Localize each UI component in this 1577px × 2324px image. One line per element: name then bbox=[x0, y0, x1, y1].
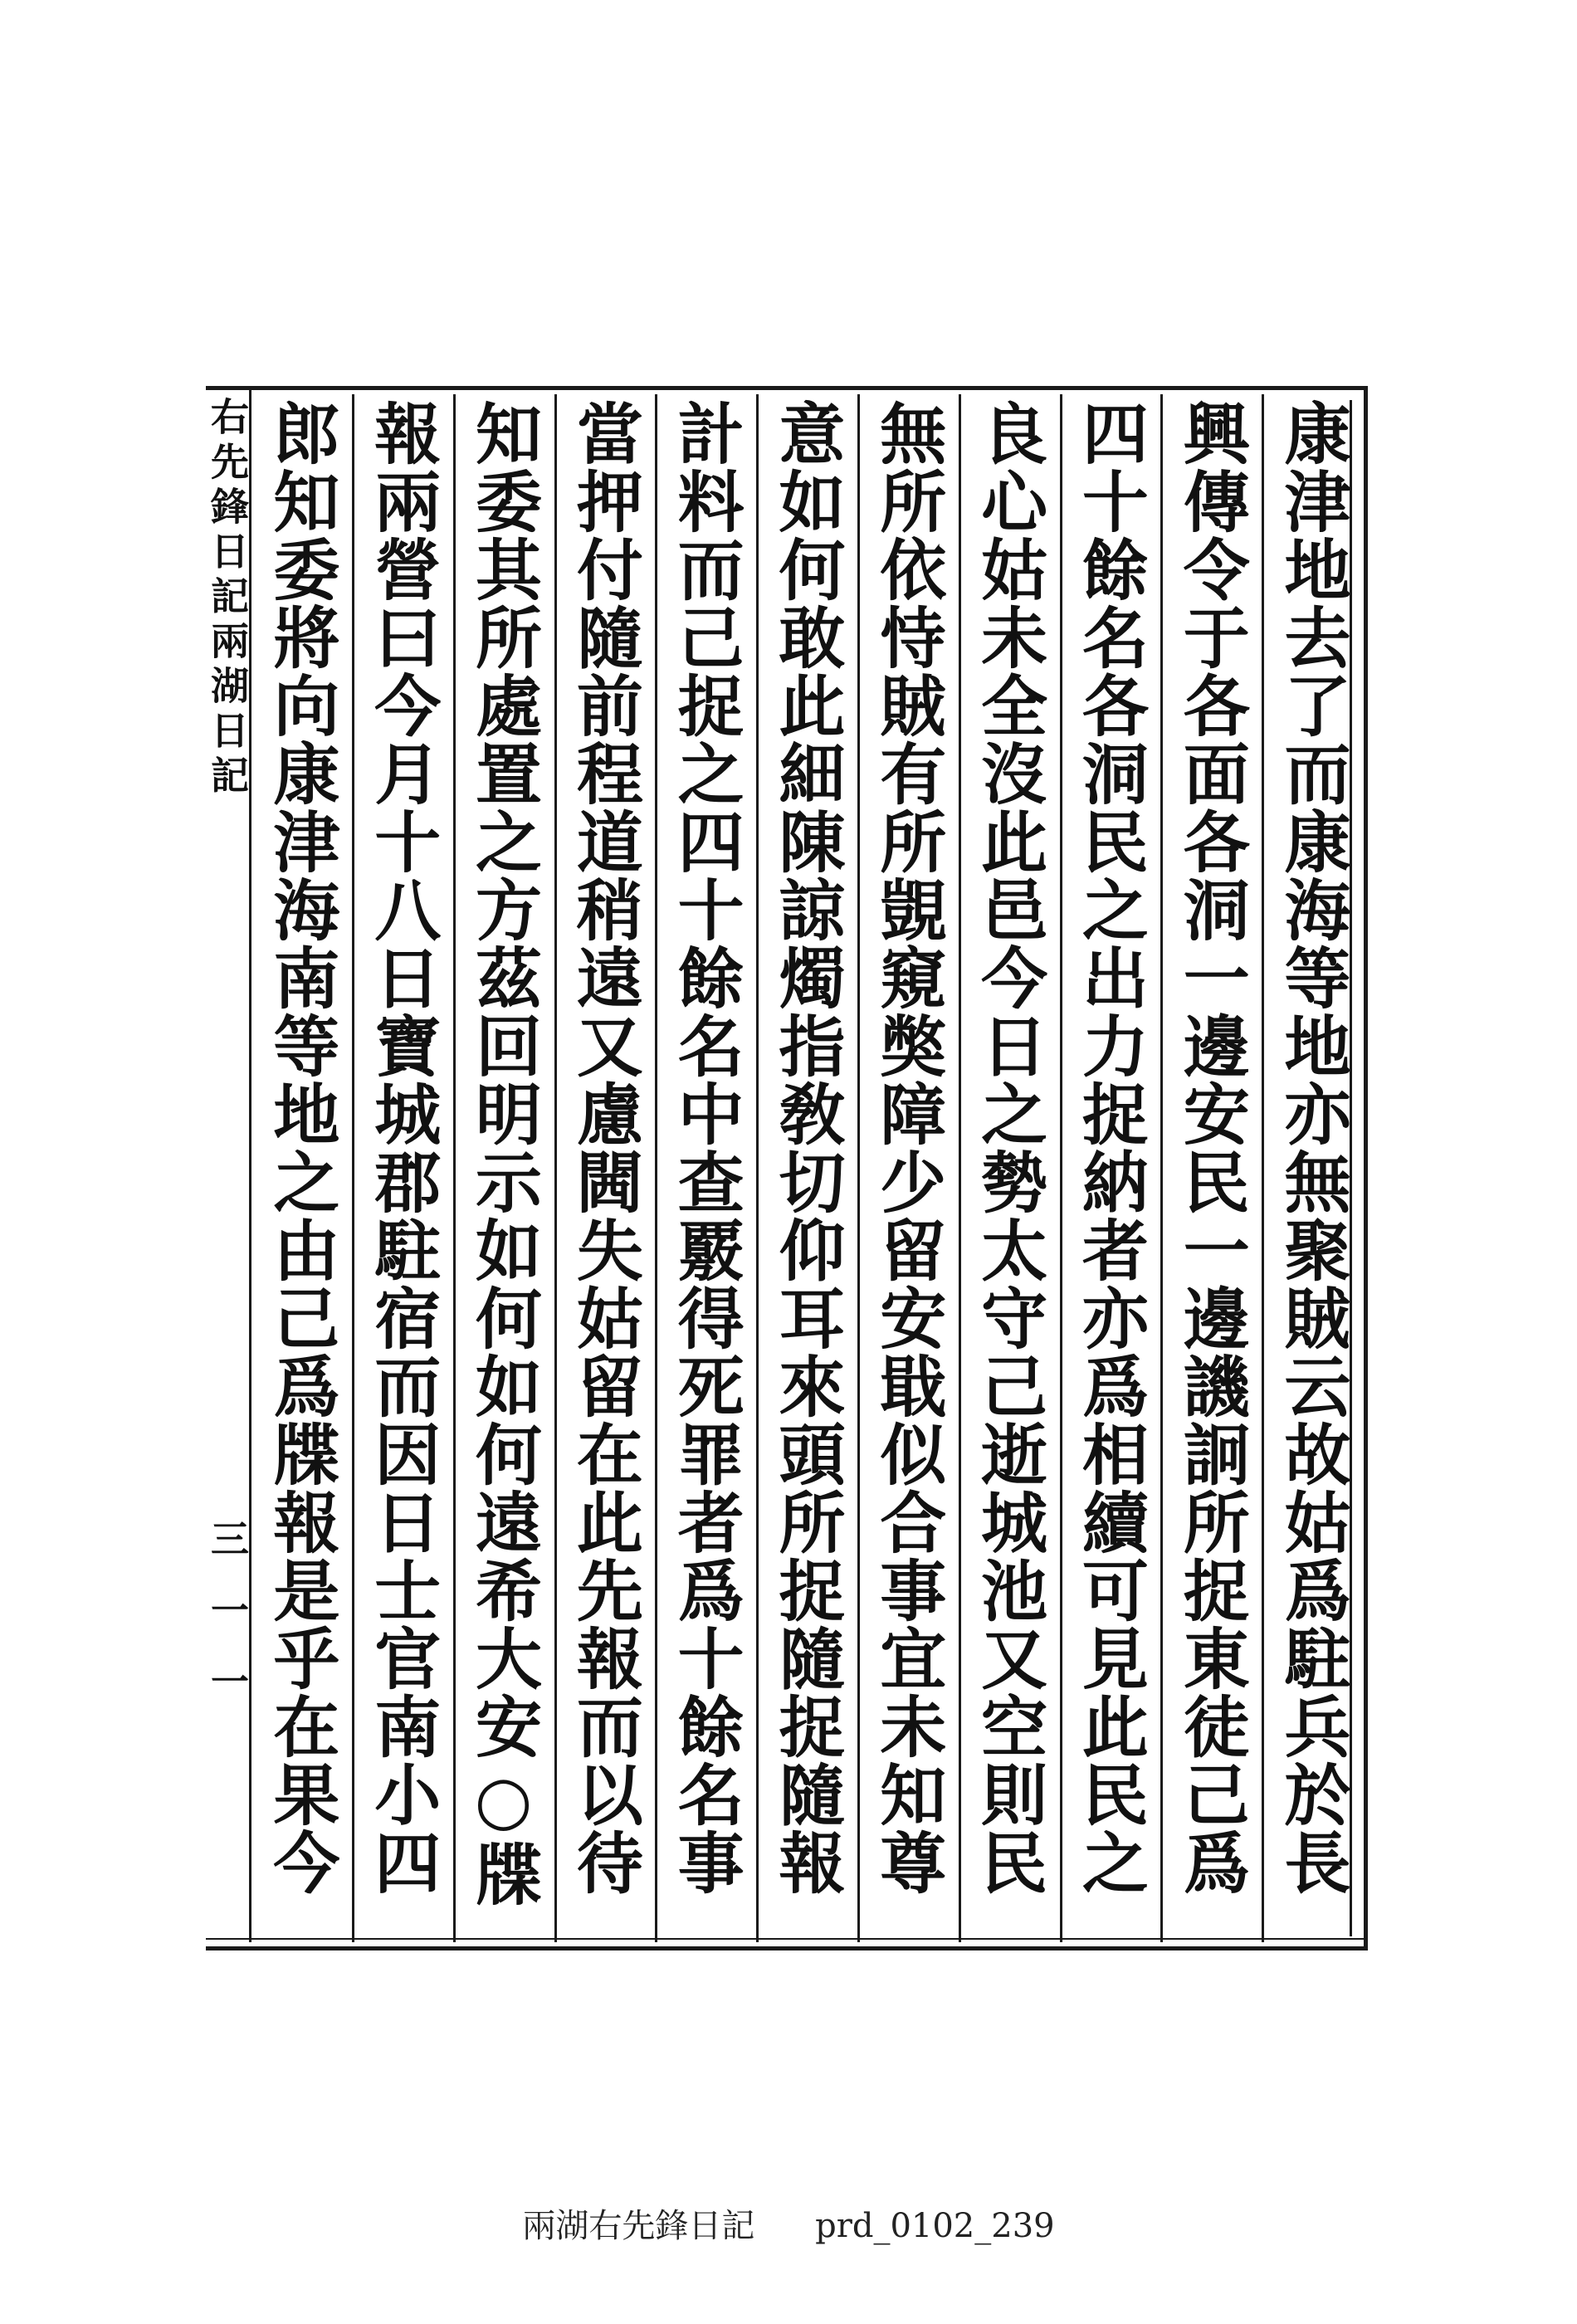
text-column-5: 無所依恃賊有所覬窺獘障少留安戢似合事宜未知尊 bbox=[857, 394, 959, 1942]
text-column-11: 郎知委將向康津海南等地之由己爲牒報是乎在果今 bbox=[261, 399, 340, 1897]
text-columns bbox=[251, 394, 1363, 1942]
text-column-3: 四十餘名各洞民之出力捉納者亦爲相續可見此民之 bbox=[1060, 394, 1161, 1942]
margin-folio-number: 三一一 bbox=[205, 1519, 250, 1733]
text-column-2: 興傳令于各面各洞一邊安民一邊譏詗所捉東徒己爲 bbox=[1160, 394, 1262, 1942]
footer-book-title: 兩湖右先鋒日記 bbox=[522, 2207, 755, 2245]
text-column-1: 康津地去了而康海等地亦無聚賊云故姑爲駐兵於長 bbox=[1262, 394, 1363, 1942]
text-column-7: 計料而己捉之四十餘名中查覈得死罪者爲十餘名事 bbox=[655, 394, 756, 1942]
text-column-10: 報兩營曰今月十八日寶城郡駐宿而因日士官南小四 bbox=[352, 394, 453, 1942]
text-column-8: 當押付隨前程道稍遠又慮閪失姑留在此先報而以待 bbox=[554, 394, 656, 1942]
footer-page-code: prd_0102_239 bbox=[815, 2207, 1055, 2245]
page-footer bbox=[0, 2200, 1577, 2247]
text-column-4: 良心姑未全沒此邑今日之勢太守己逝城池又空則民 bbox=[959, 394, 1060, 1942]
margin-title: 右先鋒日記兩湖日記 bbox=[205, 397, 250, 800]
text-column-9: 知委其所處置之方茲回明示如何如何遠希大安○牒 bbox=[453, 394, 554, 1942]
text-column-6: 意如何敢此細陳諒燭指敎切仰耳來頭所捉隨捉隨報 bbox=[756, 394, 857, 1942]
